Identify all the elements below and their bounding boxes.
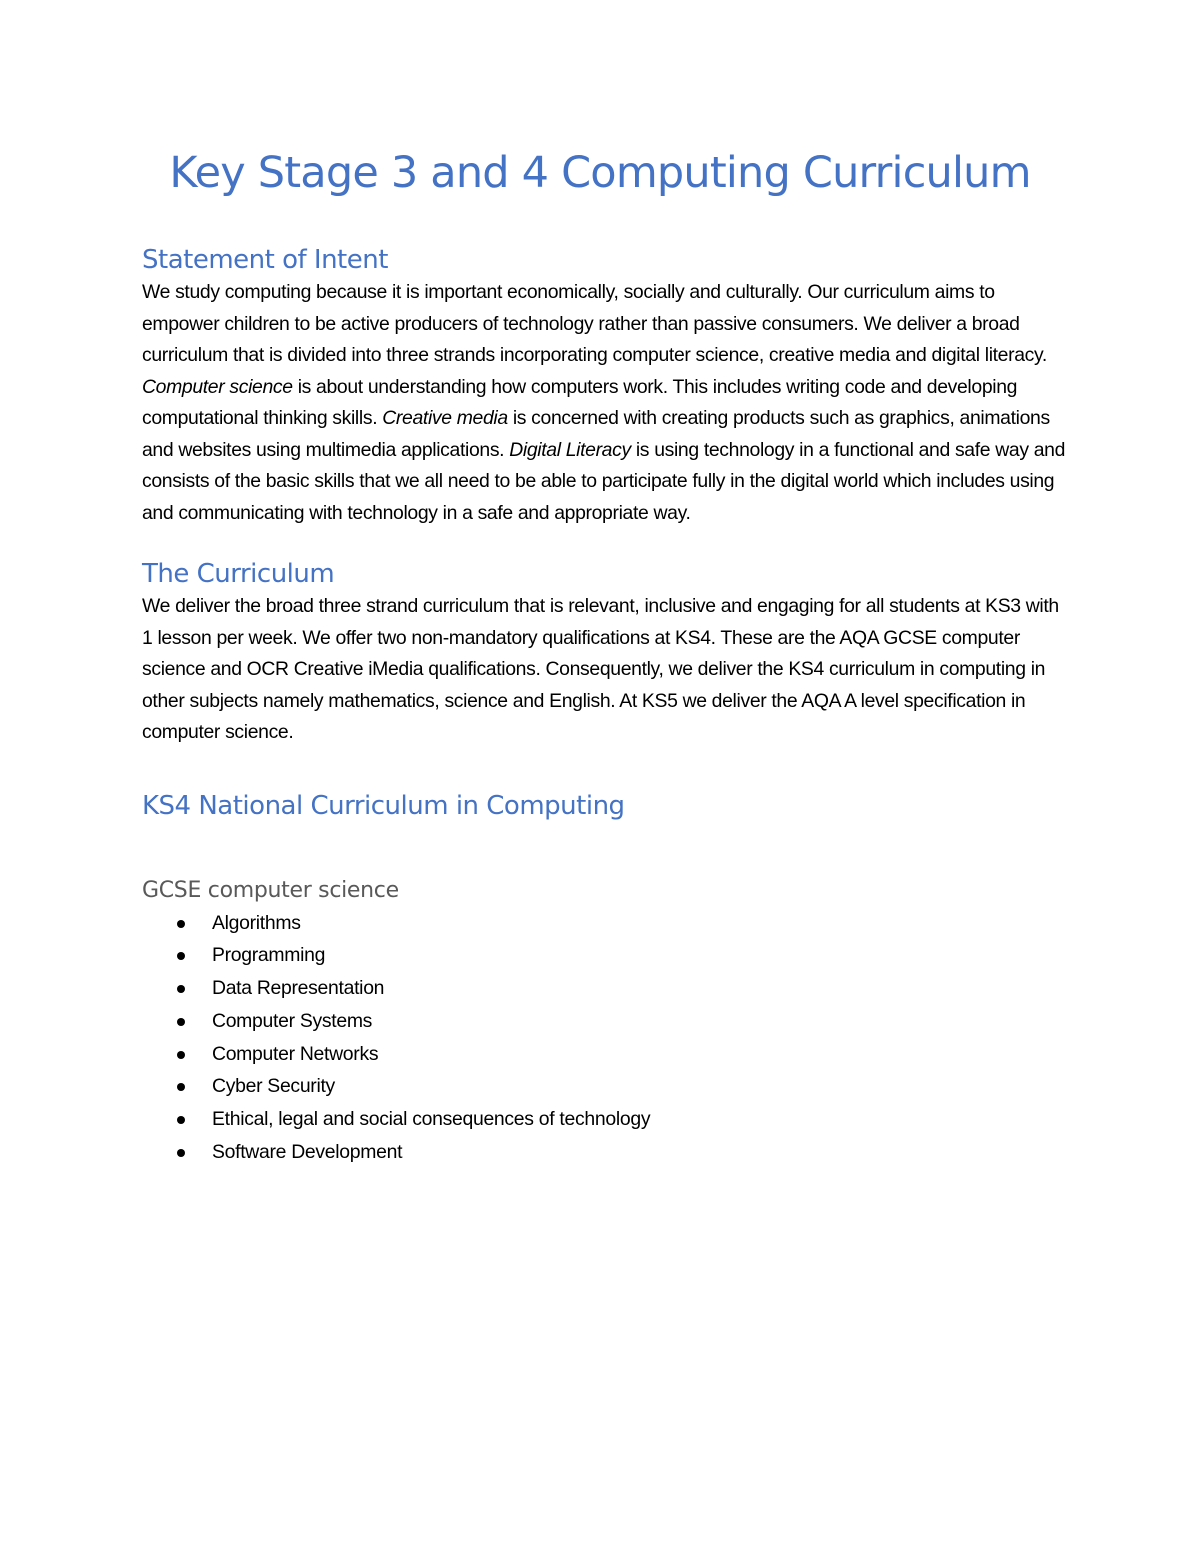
section-heading-intent: Statement of Intent [142, 245, 388, 275]
term-creative-media: Creative media [382, 407, 508, 429]
list-item-label: Programming [212, 944, 326, 967]
subheading-gcse: GCSE computer science [142, 877, 399, 903]
bullet-icon [177, 1018, 185, 1026]
list-item [142, 1136, 1072, 1169]
document-body [142, 243, 1072, 1169]
section-statement-of-intent [142, 243, 1072, 529]
list-item [142, 1103, 1072, 1136]
list-item-label: Cyber Security [212, 1075, 335, 1098]
curriculum-paragraph: We deliver the broad three strand curriculum that is relevant, inclusive and engaging for all students at KS3 with 1 lesson per week. We offer two non-mandatory qualifications at KS4. These are the AQA GCSE computer science and OCR Creative iMedia qualifications. Consequently, we deliver the KS4 curriculum in computing in other subjects namely mathematics, science and English. At KS5 we deliver the AQA A level specification in computer science. [142, 595, 1059, 743]
bullet-icon [177, 1149, 185, 1157]
spacer [142, 749, 1072, 789]
gcse-topic-list [142, 907, 1072, 1169]
intent-text-4: is using technology in a functional and safe way and consists of the basic skills that we all need to be able to participate fully in the digital world which includes using and communicating with technology in a safe and appropriate way. [142, 438, 1066, 524]
spacer [142, 823, 1072, 875]
bullet-icon [177, 1051, 185, 1059]
term-digital-literacy: Digital Literacy [509, 438, 631, 461]
section-the-curriculum [142, 557, 1072, 749]
list-item [142, 1038, 1072, 1071]
bullet-icon [177, 952, 185, 960]
list-item [142, 1070, 1072, 1103]
list-item [142, 1005, 1072, 1038]
intent-text-2: is about understanding how computers work. This includes writing code and developing computational thinking skills. [142, 375, 1018, 429]
section-ks4-national-curriculum [142, 789, 1072, 1169]
bullet-icon [177, 985, 185, 993]
bullet-icon [177, 1083, 185, 1091]
intent-text-1: We study computing because it is important economically, socially and culturally. Our curriculum aims to empower children to be active producers of technology rather than passive consumers. We deliver a broad curriculum that is divided into three strands incorporating computer science, creative media and digital literacy. [142, 281, 1047, 366]
spacer [142, 529, 1072, 557]
intent-paragraph [142, 277, 1072, 529]
list-item [142, 907, 1072, 940]
list-item [142, 972, 1072, 1005]
section-heading-curriculum: The Curriculum [142, 559, 335, 589]
section-heading-ks4: KS4 National Curriculum in Computing [142, 790, 625, 821]
list-item [142, 939, 1072, 972]
page-title: Key Stage 3 and 4 Computing Curriculum [169, 148, 1031, 198]
intent-text-3: is concerned with creating products such as graphics, animations and websites using multimedia applications. [142, 407, 1050, 461]
bullet-icon [177, 1116, 185, 1124]
term-computer-science: Computer science [142, 375, 293, 398]
list-item-label: Computer Systems [212, 1009, 373, 1032]
list-item-label: Data Representation [212, 977, 385, 1000]
list-item-label: Algorithms [212, 911, 301, 934]
bullet-icon [177, 920, 185, 928]
list-item-label: Computer Networks [212, 1042, 379, 1065]
list-item-label: Ethical, legal and social consequences of technology [212, 1108, 651, 1131]
list-item-label: Software Development [212, 1141, 403, 1164]
